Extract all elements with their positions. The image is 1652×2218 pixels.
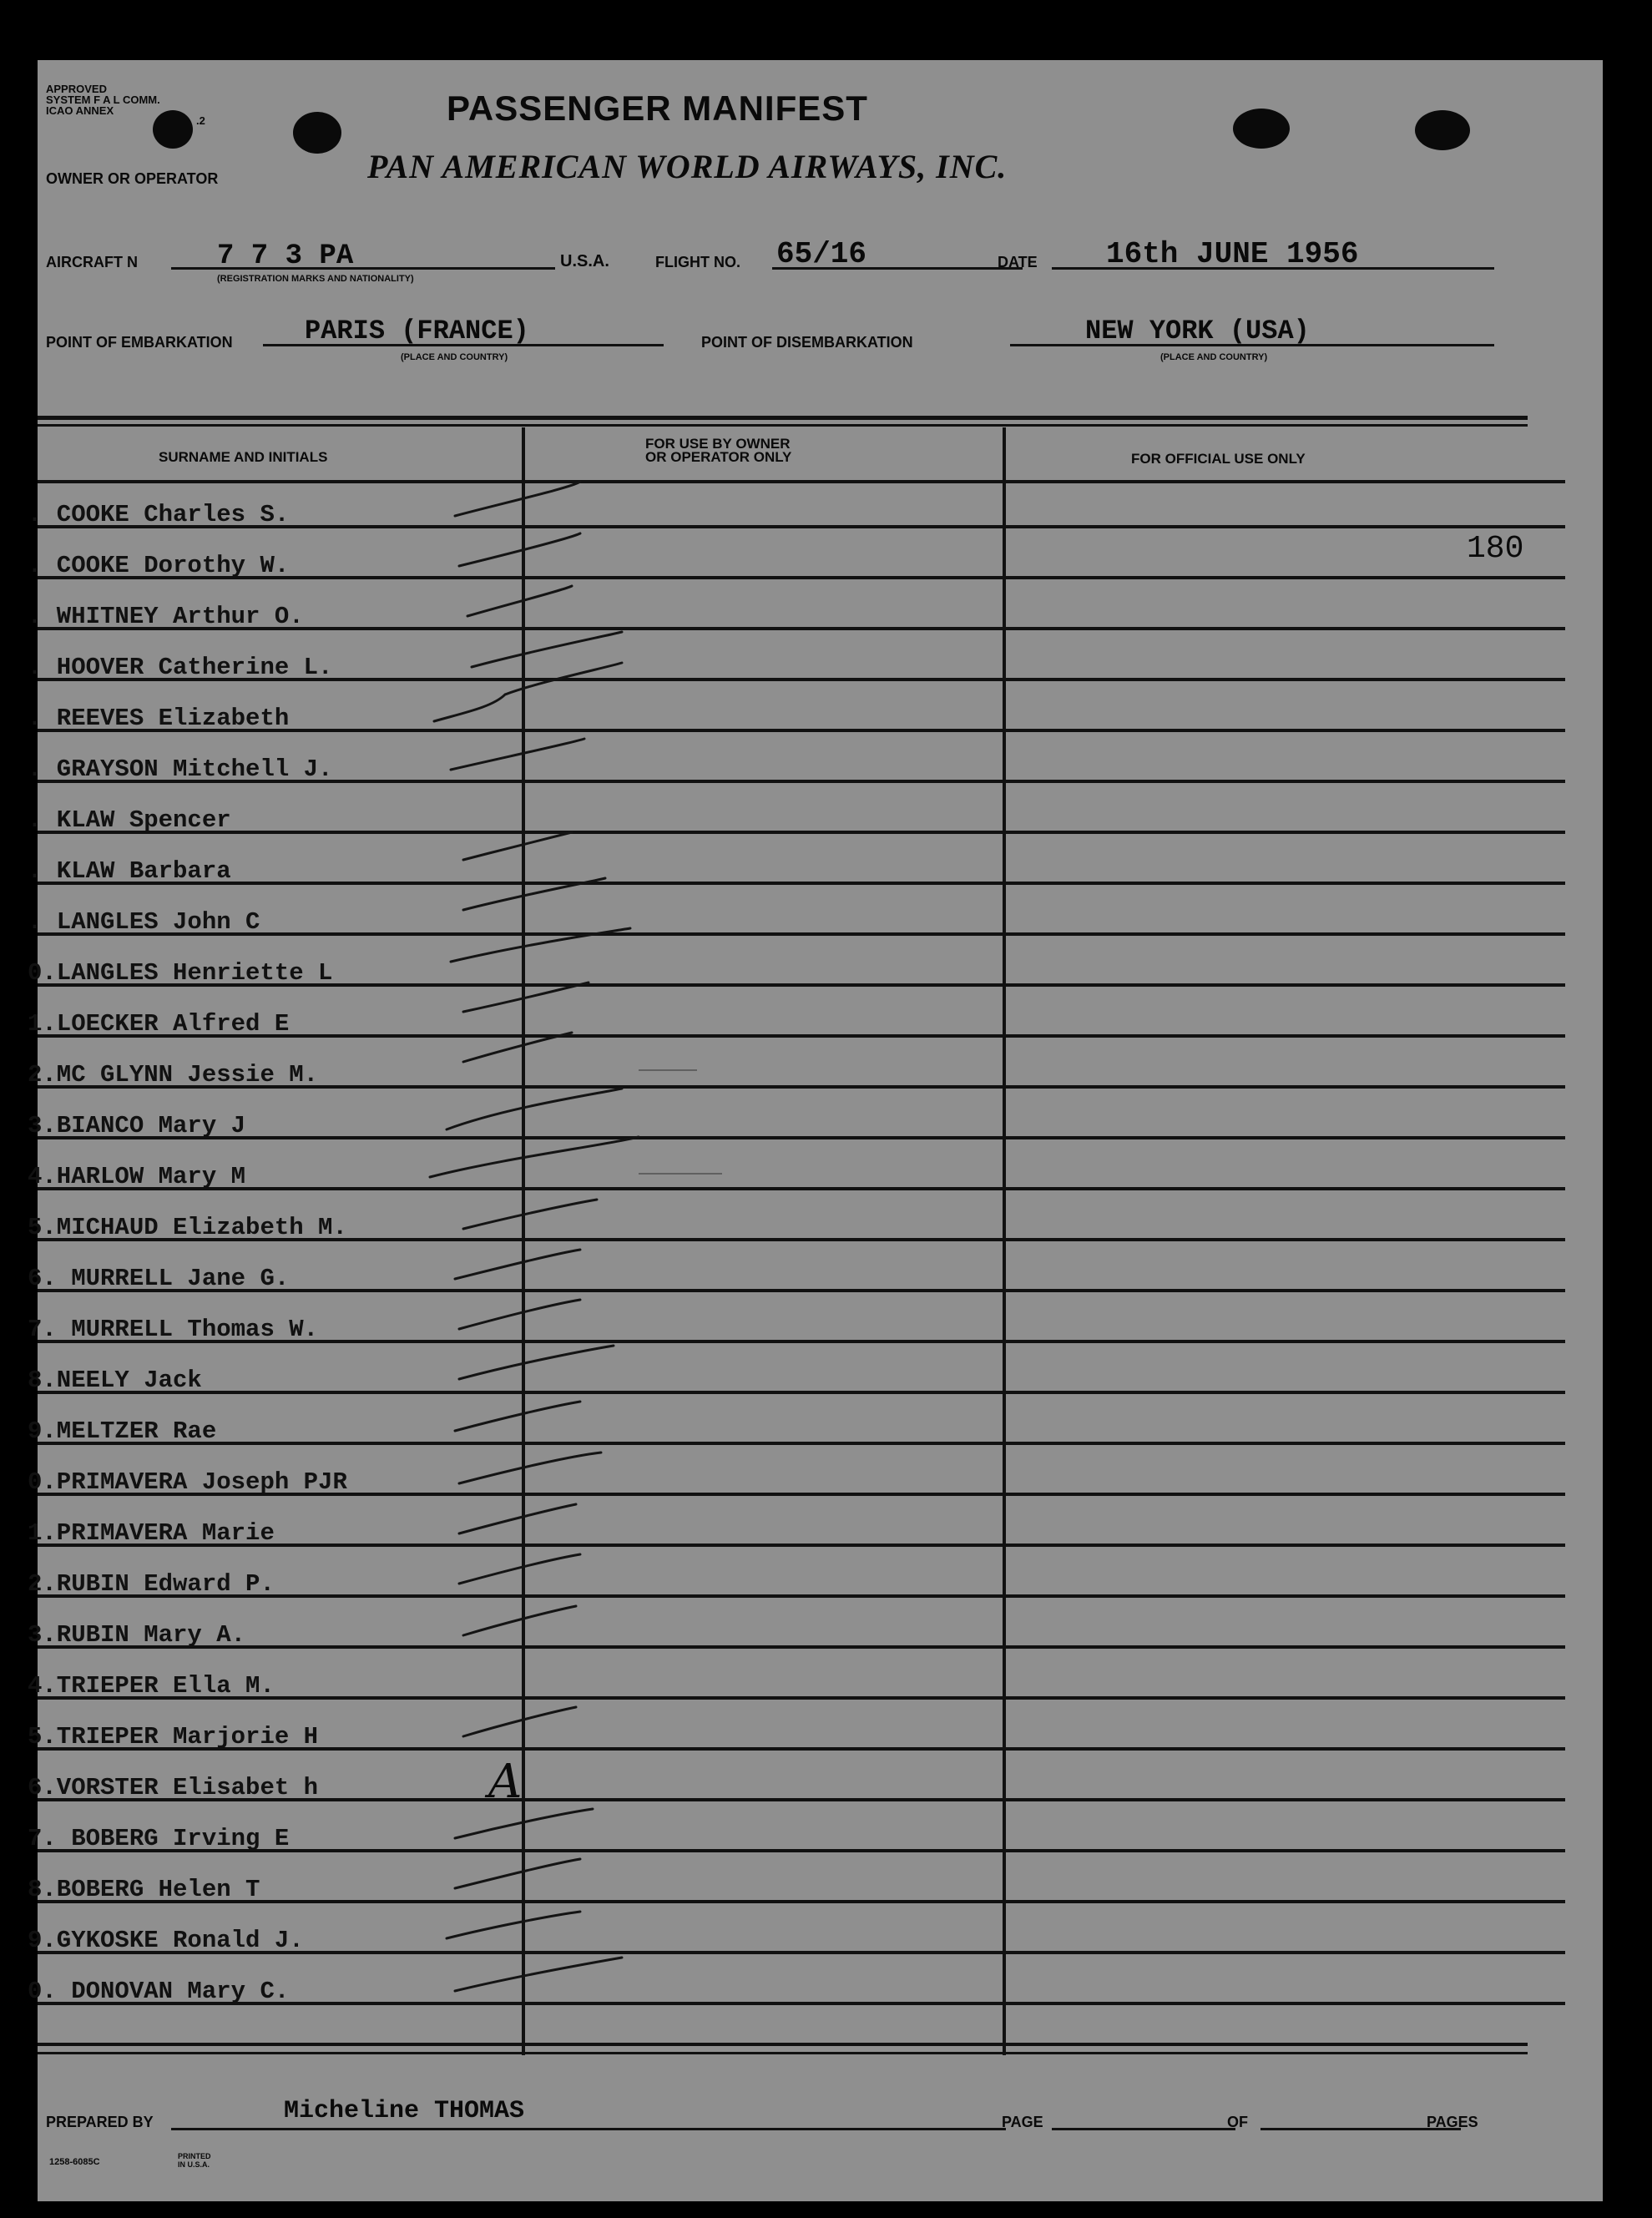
passenger-name: 0.PRIMAVERA Joseph PJR	[28, 1468, 347, 1496]
passenger-name: 3.BIANCO Mary J	[28, 1112, 246, 1139]
passenger-name: 9.MELTZER Rae	[28, 1417, 217, 1445]
check-mark	[463, 878, 605, 910]
passenger-name: 3.RUBIN Mary A.	[28, 1621, 246, 1649]
check-mark	[459, 1346, 614, 1379]
passenger-name: 2.RUBIN Edward P.	[28, 1570, 275, 1598]
passenger-name: 5.TRIEPER Marjorie H	[28, 1723, 319, 1751]
check-mark	[472, 632, 622, 667]
date-label: DATE	[998, 254, 1038, 270]
check-mark	[463, 1200, 597, 1229]
prepared-by-label: PREPARED BY	[46, 2114, 154, 2130]
passenger-name: 7. BOBERG Irving E	[28, 1825, 290, 1852]
check-mark	[434, 663, 622, 721]
owner-use-header-line-2: OR OPERATOR ONLY	[645, 449, 792, 465]
manifest-sheet	[28, 60, 1603, 2201]
passenger-name: . COOKE Charles S.	[28, 501, 290, 528]
passenger-name: 9.GYKOSKE Ronald J.	[28, 1927, 304, 1954]
passenger-name: 6. MURRELL Jane G.	[28, 1265, 290, 1292]
company-name: PAN AMERICAN WORLD AIRWAYS, INC.	[367, 148, 1008, 185]
passenger-name: . KLAW Spencer	[28, 806, 231, 834]
disembarkation-label: POINT OF DISEMBARKATION	[701, 334, 913, 351]
check-mark	[455, 1402, 580, 1431]
check-mark	[463, 983, 589, 1012]
passenger-name: 8.BOBERG Helen T	[28, 1876, 260, 1903]
official-use-header: FOR OFFICIAL USE ONLY	[1131, 451, 1306, 467]
surname-column-header: SURNAME AND INITIALS	[159, 449, 328, 465]
disembarkation-caption: (PLACE AND COUNTRY)	[1160, 352, 1268, 362]
check-mark	[463, 1033, 572, 1062]
passenger-name: 4.TRIEPER Ella M.	[28, 1672, 275, 1700]
page-underline	[1052, 2128, 1235, 2130]
passenger-name: 1.LOECKER Alfred E	[28, 1010, 290, 1038]
check-marks	[38, 60, 1603, 2201]
check-mark	[455, 1958, 622, 1991]
check-mark	[451, 739, 584, 770]
approved-stamp-line-1: APPROVED	[46, 83, 107, 95]
vorster-handwritten-mark: A	[488, 1755, 523, 1809]
check-mark	[430, 1137, 639, 1177]
passenger-name: 0. DONOVAN Mary C.	[28, 1978, 290, 2005]
approved-stamp-line-2: SYSTEM F A L COMM.	[46, 93, 160, 106]
flight-value: 65/16	[776, 237, 867, 271]
embarkation-caption: (PLACE AND COUNTRY)	[401, 352, 508, 362]
disembarkation-value: NEW YORK (USA)	[1085, 316, 1310, 346]
check-mark	[455, 1859, 580, 1888]
check-mark	[459, 1300, 580, 1329]
footer-top-rule	[38, 2043, 1528, 2046]
owner-operator-label: OWNER OR OPERATOR	[46, 170, 219, 187]
check-mark	[451, 928, 630, 962]
prepared-by-underline	[171, 2128, 1006, 2130]
passenger-name: 1.PRIMAVERA Marie	[28, 1519, 275, 1547]
check-mark	[455, 482, 580, 516]
official-note: 180	[1467, 531, 1524, 567]
check-mark	[459, 1554, 580, 1584]
check-mark	[463, 832, 572, 860]
passenger-name: 8.NEELY Jack	[28, 1367, 202, 1394]
aircraft-caption: (REGISTRATION MARKS AND NATIONALITY)	[217, 274, 414, 284]
check-mark	[463, 1707, 576, 1736]
flight-label: FLIGHT NO.	[655, 254, 740, 270]
check-mark	[447, 1912, 580, 1938]
embarkation-value: PARIS (FRANCE)	[305, 316, 529, 346]
aircraft-country: U.S.A.	[560, 252, 609, 270]
owner-use-header-line-1: FOR USE BY OWNER	[645, 436, 791, 452]
form-number: 1258-6085C	[49, 2157, 100, 2167]
aircraft-label: AIRCRAFT N	[46, 254, 138, 270]
prepared-by-value: Micheline THOMAS	[284, 2097, 525, 2125]
check-mark	[447, 1089, 622, 1129]
approved-stamp-line-3: ICAO ANNEX	[46, 104, 114, 117]
passenger-name: . LANGLES John C	[28, 908, 260, 936]
check-mark	[459, 1453, 601, 1483]
check-mark	[467, 586, 572, 616]
approved-stamp-line-4: .2	[196, 114, 205, 127]
check-mark	[455, 1250, 580, 1279]
footer-top-rule-2	[38, 2052, 1528, 2054]
embarkation-label: POINT OF EMBARKATION	[46, 334, 233, 351]
page-title: PASSENGER MANIFEST	[447, 88, 868, 128]
aircraft-value: 7 7 3 PA	[217, 240, 354, 272]
of-label: OF	[1227, 2114, 1248, 2130]
passenger-name: 0.LANGLES Henriette L	[28, 959, 333, 987]
date-value: 16th JUNE 1956	[1106, 237, 1359, 271]
check-mark	[459, 533, 580, 566]
passenger-name: . HOOVER Catherine L.	[28, 654, 333, 681]
passenger-name: 6.VORSTER Elisabet h	[28, 1774, 319, 1801]
passenger-name: 2.MC GLYNN Jessie M.	[28, 1061, 319, 1089]
pages-label: PAGES	[1427, 2114, 1478, 2130]
check-mark	[463, 1606, 576, 1635]
page-label: PAGE	[1002, 2114, 1043, 2130]
passenger-name: . KLAW Barbara	[28, 857, 231, 885]
passenger-name: . WHITNEY Arthur O.	[28, 603, 304, 630]
printed-mark: PRINTED IN U.S.A.	[178, 2152, 211, 2169]
passenger-name: 4.HARLOW Mary M	[28, 1163, 246, 1190]
passenger-name: . GRAYSON Mitchell J.	[28, 755, 333, 783]
check-mark	[459, 1504, 576, 1533]
check-mark	[455, 1809, 593, 1838]
passenger-name: 7. MURRELL Thomas W.	[28, 1316, 319, 1343]
passenger-name: . REEVES Elizabeth	[28, 705, 290, 732]
passenger-name: . COOKE Dorothy W.	[28, 552, 290, 579]
passenger-name: 5.MICHAUD Elizabeth M.	[28, 1214, 347, 1241]
